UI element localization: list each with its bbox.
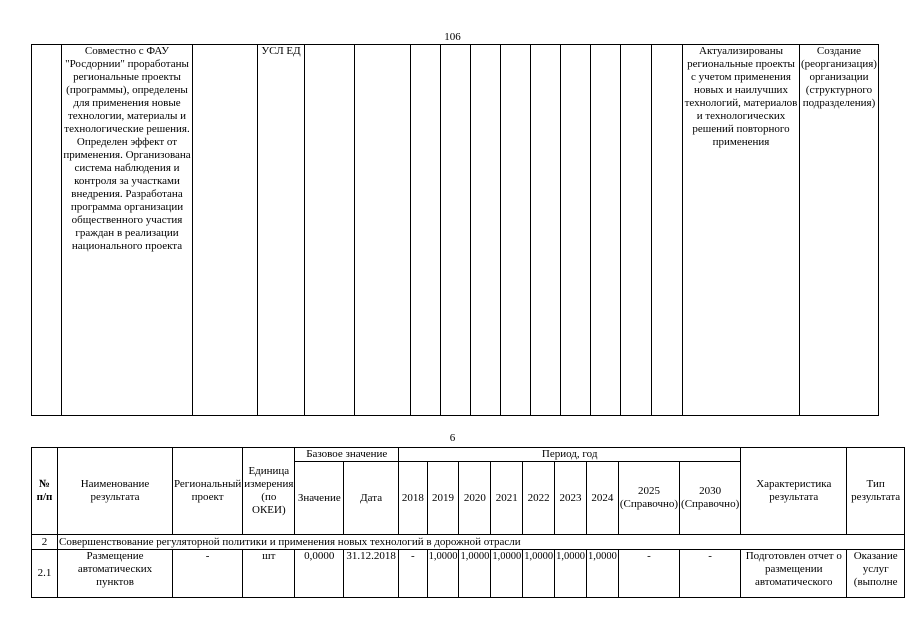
section-row bbox=[32, 535, 905, 550]
cell-characteristic: Актуализированы региональные проекты с учетом применения новых и наилучших технологий, материалов и технологических решений повторного применения bbox=[683, 45, 800, 416]
section-number: 6 bbox=[449, 432, 456, 444]
cell-type: Создание (реорганизация) организации (структурного подразделения) bbox=[800, 45, 879, 416]
cell-year bbox=[591, 45, 621, 416]
continuation-table bbox=[31, 44, 879, 416]
cell-year bbox=[471, 45, 501, 416]
row-2030: - bbox=[680, 550, 741, 598]
row-value: 0,0000 bbox=[295, 550, 344, 598]
header-characteristic: Характеристика результата bbox=[741, 448, 847, 535]
header-year: 2023 bbox=[555, 462, 587, 535]
row-regional: - bbox=[172, 550, 242, 598]
cell-year bbox=[561, 45, 591, 416]
row-name: Размещение автоматических пунктов bbox=[58, 550, 173, 598]
row-year: 1,0000 bbox=[555, 550, 587, 598]
section-title: Совершенствование регуляторной политики и применения новых технологий в дорожной отрасли bbox=[58, 535, 905, 550]
header-base-value: Значение bbox=[295, 462, 344, 535]
row-year: 1,0000 bbox=[523, 550, 555, 598]
header-name: Наименование результата bbox=[58, 448, 173, 535]
header-year: 2024 bbox=[586, 462, 618, 535]
cell-year bbox=[531, 45, 561, 416]
row-year: 1,0000 bbox=[491, 550, 523, 598]
cell-2030 bbox=[652, 45, 683, 416]
cell-base-date bbox=[355, 45, 411, 416]
section-num: 2 bbox=[32, 535, 58, 550]
header-base-date: Дата bbox=[344, 462, 399, 535]
cell-num bbox=[32, 45, 62, 416]
cell-regional bbox=[193, 45, 258, 416]
row-characteristic: Подготовлен отчет о размещении автоматического bbox=[741, 550, 847, 598]
row-year: 1,0000 bbox=[586, 550, 618, 598]
row-type: Оказание услуг (выполне bbox=[847, 550, 905, 598]
header-period: Период, год bbox=[399, 448, 741, 462]
header-2025: 2025 (Справочно) bbox=[618, 462, 679, 535]
continuation-row bbox=[32, 45, 879, 416]
row-unit: шт bbox=[243, 550, 295, 598]
header-year: 2018 bbox=[399, 462, 428, 535]
row-2025: - bbox=[618, 550, 679, 598]
header-year: 2021 bbox=[491, 462, 523, 535]
header-type: Тип результата bbox=[847, 448, 905, 535]
header-row bbox=[32, 448, 905, 462]
results-table bbox=[31, 447, 905, 598]
header-num: № п/п bbox=[32, 448, 58, 535]
cell-2025 bbox=[621, 45, 652, 416]
header-base: Базовое значение bbox=[295, 448, 399, 462]
row-year: - bbox=[399, 550, 428, 598]
header-year: 2020 bbox=[459, 462, 491, 535]
cell-unit: УСЛ ЕД bbox=[258, 45, 305, 416]
row-date: 31.12.2018 bbox=[344, 550, 399, 598]
page-number: 106 bbox=[444, 31, 461, 43]
row-year: 1,0000 bbox=[459, 550, 491, 598]
cell-year bbox=[411, 45, 441, 416]
header-year: 2022 bbox=[523, 462, 555, 535]
table-row bbox=[32, 550, 905, 598]
row-num: 2.1 bbox=[32, 550, 58, 598]
header-unit: Единица измерения (по ОКЕИ) bbox=[243, 448, 295, 535]
header-2030: 2030 (Справочно) bbox=[680, 462, 741, 535]
row-year: 1,0000 bbox=[427, 550, 459, 598]
header-regional: Региональный проект bbox=[172, 448, 242, 535]
cell-year bbox=[441, 45, 471, 416]
cell-description: Совместно с ФАУ "Росдорнии" проработаны региональные проекты (программы), определены для применения новые технологии, материалы и технологические решения. Определен эффект от применения. Организована система наблюдения и контроля за участками внедрения. Разработана программа организации общественного участия граждан в реализации национального проекта bbox=[62, 45, 193, 416]
cell-base-value bbox=[305, 45, 355, 416]
header-year: 2019 bbox=[427, 462, 459, 535]
cell-year bbox=[501, 45, 531, 416]
